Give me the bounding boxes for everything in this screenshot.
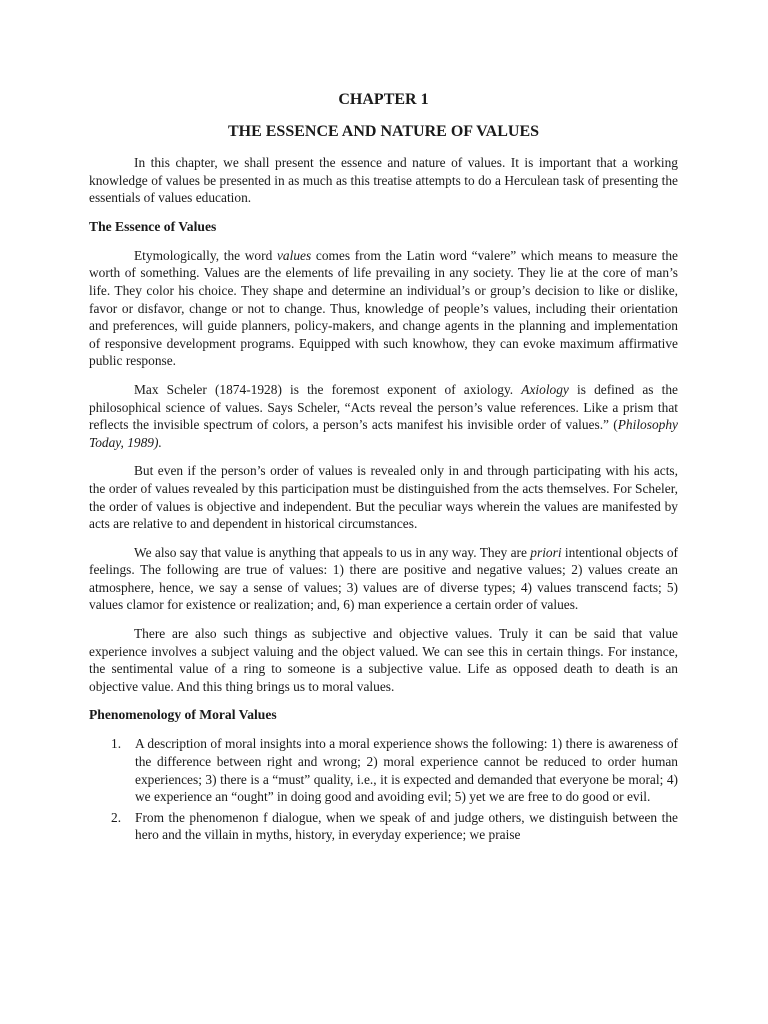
text-run: intentional objects of feelings. The following are true of values: 1) there are positive and negative values; 2) values create an atmosphere, hence, we say a sense of values; 3) values are of diverse types; 4) values transcend facts; 5) values clamor for existence or realization; and, 6) man experience a certain order of values. xyxy=(89,544,678,613)
paragraph-value-appeal xyxy=(89,544,678,614)
section-heading-phenomenology: Phenomenology of Moral Values xyxy=(89,707,277,723)
paragraph-scheler xyxy=(89,381,678,451)
paragraph-etymology xyxy=(89,247,678,370)
document-page xyxy=(89,90,678,847)
list-item xyxy=(89,809,678,844)
list-item xyxy=(89,735,678,805)
list-item-number: 2. xyxy=(111,809,122,825)
list-item-text: A description of moral insights into a moral experience shows the following: 1) there is awareness of the difference between right and wrong; 2) moral experience cannot be reduced to order human experiences; 3) there is a “must” quality, i.e., it is expected and demanded that everyone be moral; 4) we experience an “ought” in doing good and avoiding evil; 5) yet we are free to do good or evil. xyxy=(135,736,678,805)
text-run: Etymologically, the word xyxy=(134,247,277,263)
italic-text: priori xyxy=(530,544,562,560)
numbered-list xyxy=(89,735,678,844)
text-run: comes from the Latin word “valere” which means to measure the worth of something. Values are the elements of life prevailing in any society. They lie at the core of man’s life. They color his choice. They shape and determine an individual’s or group’s decision to like or dislike, favor or disfavor, change or not to change. Thus, knowledge of people’s values, including their orientation and preferences, will guide planners, policy-makers, and change agents in the planning and implementation of responsive development programs. Equipped with such knowhow, they can evoke maximum affirmative public response. xyxy=(89,247,678,369)
list-item-number: 1. xyxy=(111,736,122,752)
text-run: We also say that value is anything that appeals to us in any way. They are xyxy=(134,544,531,560)
text-run: is defined as the philosophical science of values. Says Scheler, “Acts reveal the person’s value references. Like a prism that reflects the invisible spectrum of colors, a person’s acts manifest his invisible order of values.” ( xyxy=(89,381,678,433)
section-heading-essence: The Essence of Values xyxy=(89,218,217,234)
list-item-text: From the phenomenon f dialogue, when we speak of and judge others, we distinguish between the hero and the villain in myths, history, in everyday experience; we praise xyxy=(135,809,678,843)
chapter-title: THE ESSENCE AND NATURE OF VALUES xyxy=(227,123,540,140)
italic-text: values xyxy=(276,247,312,263)
paragraph-order-of-values: But even if the person’s order of values is revealed only in and through participating with his acts, the order of values revealed by this participation must be distinguished from the acts themselves. For Scheler, the order of values is objective and independent. But the peculiar ways wherein the values are manifested by acts are relative to and dependent in historical circumstances. xyxy=(89,463,678,532)
italic-text: Axiology xyxy=(521,381,569,397)
chapter-number: CHAPTER 1 xyxy=(338,91,429,108)
italic-citation: Philosophy Today, 1989). xyxy=(89,417,678,450)
intro-paragraph: In this chapter, we shall present the essence and nature of values. It is important that a working knowledge of values be presented in as much as this treatise attempts to do a Herculean task of presenting the essentials of values education. xyxy=(89,155,678,206)
text-run: Max Scheler (1874-1928) is the foremost exponent of axiology. xyxy=(134,381,522,397)
paragraph-subjective-objective: There are also such things as subjective and objective values. Truly it can be said that value experience involves a subject valuing and the object valued. We can see this in certain things. For instance, the sentimental value of a ring to someone is a subjective value. Life as opposed death to death is an objective value. And this thing brings us to moral values. xyxy=(89,626,678,694)
